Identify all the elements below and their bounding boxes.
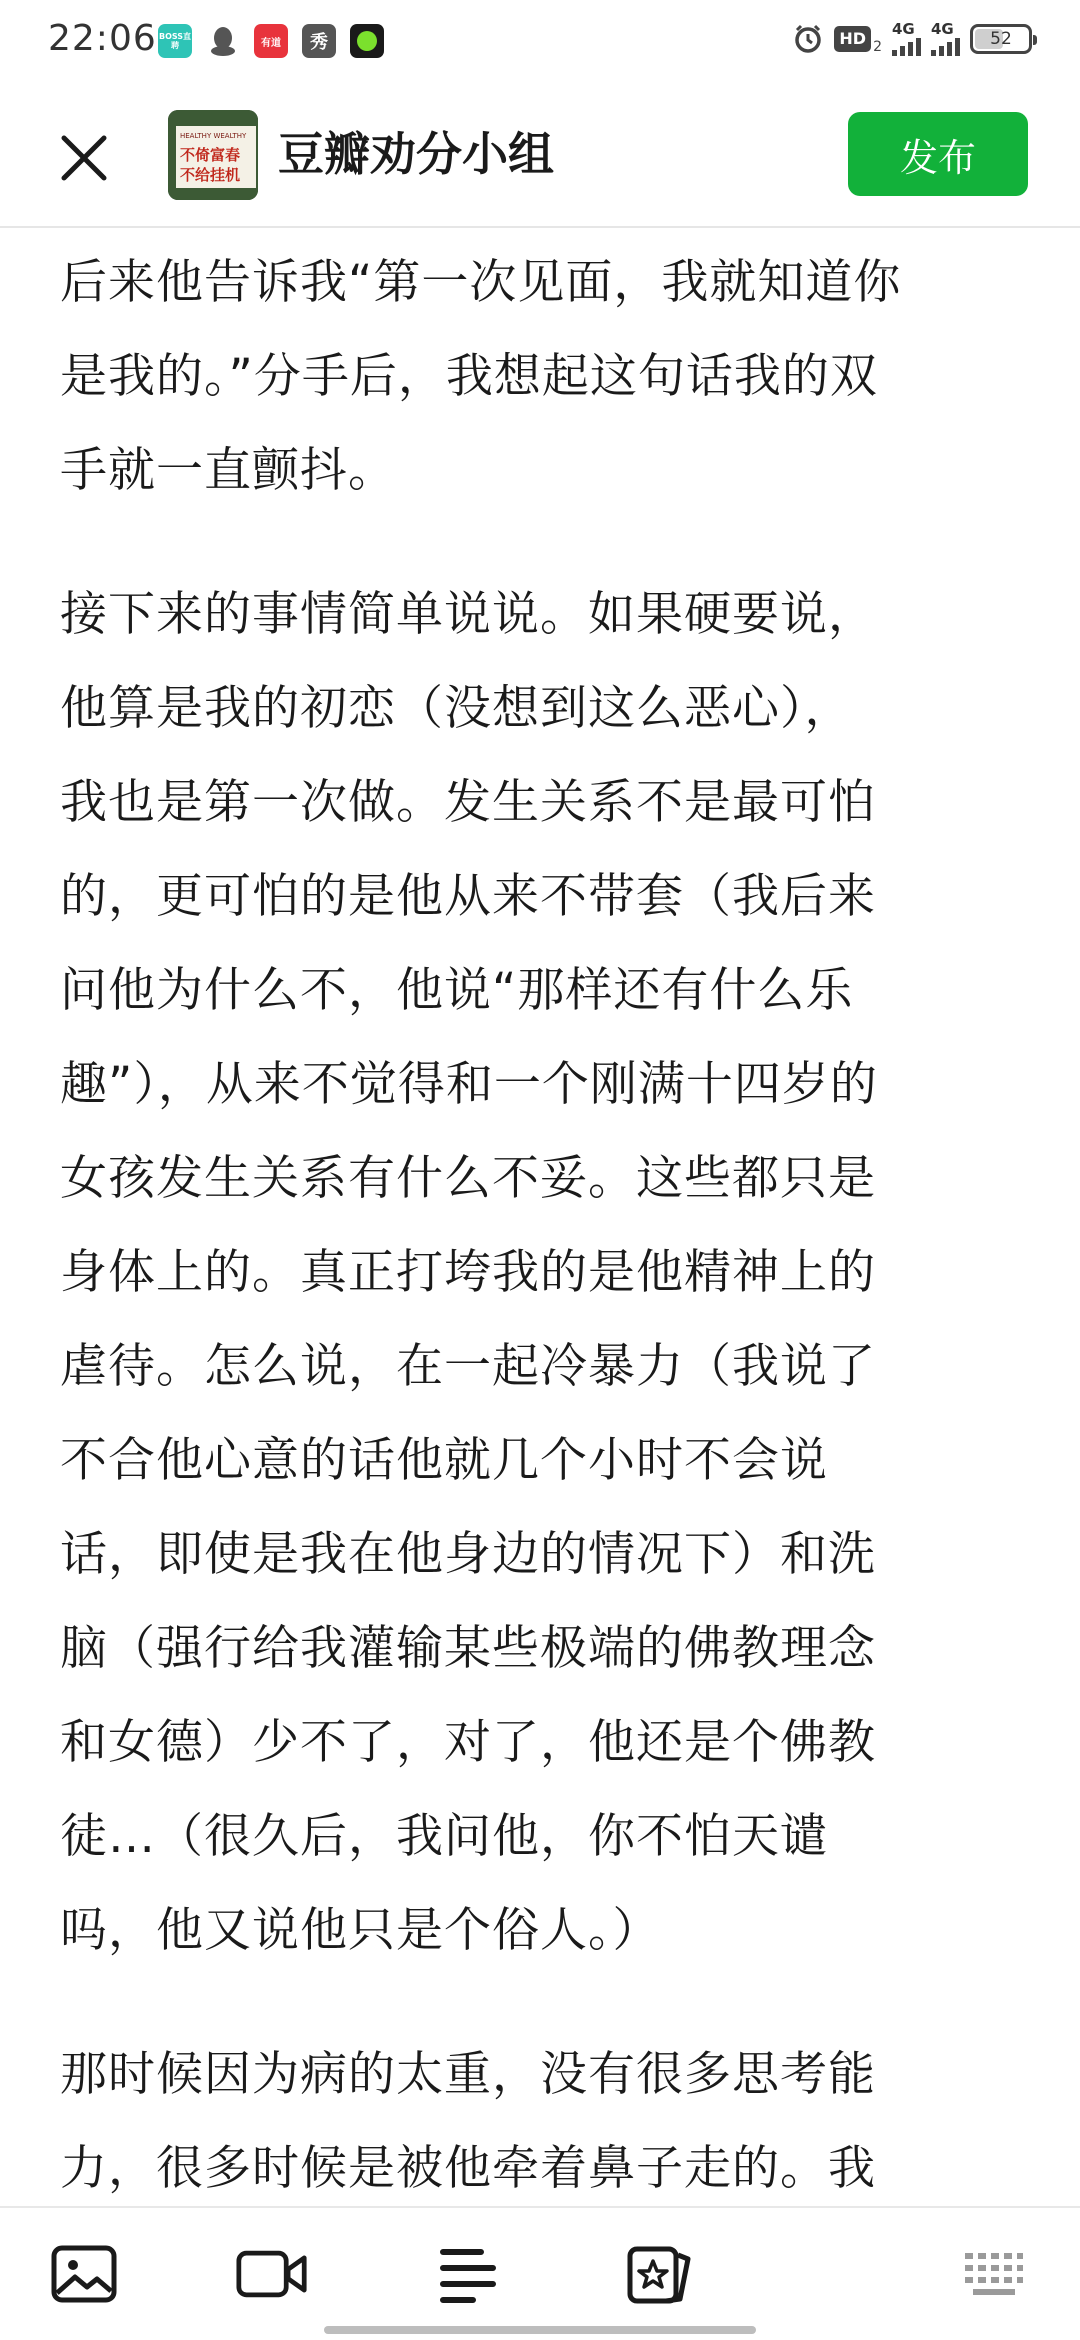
editor-toolbar bbox=[0, 2206, 1080, 2340]
paragraph[interactable]: 那时候因为病的太重，没有很多思考能 力，很多时候是被他牵着鼻子走的。我 bbox=[60, 2047, 876, 2196]
header-divider bbox=[0, 226, 1080, 228]
insert-video-button[interactable] bbox=[236, 2242, 308, 2306]
hd-sub: 2 bbox=[873, 39, 882, 55]
signal-2 bbox=[931, 22, 960, 56]
signal-1 bbox=[892, 22, 921, 56]
hd-badge: HD bbox=[834, 26, 871, 52]
group-title[interactable]: 豆瓣劝分小组 bbox=[278, 127, 554, 181]
alarm-icon bbox=[792, 23, 824, 55]
home-indicator[interactable] bbox=[324, 2326, 756, 2334]
green-dot-app-icon bbox=[350, 24, 384, 58]
avatar-text-bot: 不给挂机 bbox=[180, 166, 241, 184]
red-app-icon bbox=[254, 24, 288, 58]
xiu-app-label: 秀 bbox=[310, 32, 328, 53]
insert-rating-button[interactable] bbox=[624, 2242, 696, 2306]
notification-icons bbox=[158, 24, 384, 58]
keyboard-button[interactable] bbox=[958, 2242, 1030, 2306]
text-format-icon bbox=[437, 2244, 499, 2304]
image-icon bbox=[51, 2245, 117, 2303]
qq-icon bbox=[206, 24, 240, 58]
battery-level: 52 bbox=[990, 29, 1012, 49]
network-label-1: 4G bbox=[892, 20, 915, 38]
video-icon bbox=[236, 2247, 308, 2301]
boss-zhipin-label: BOSS直聘 bbox=[158, 32, 192, 50]
red-app-label: 有道 bbox=[261, 37, 281, 49]
close-icon bbox=[58, 132, 110, 184]
publish-button[interactable]: 发布 bbox=[848, 112, 1028, 196]
star-card-icon bbox=[626, 2243, 694, 2305]
paragraph[interactable]: 后来他告诉我“第一次见面，我就知道你 是我的。”分手后，我想起这句话我的双 手就一直颤抖。 bbox=[60, 255, 902, 498]
system-indicators bbox=[792, 22, 1032, 56]
avatar-text-mid: 不倚富春 bbox=[180, 146, 241, 164]
keyboard-icon bbox=[963, 2251, 1025, 2297]
status-bar bbox=[0, 0, 1080, 84]
paragraph[interactable]: 接下来的事情简单说说。如果硬要说， 他算是我的初恋（没想到这么恶心）， 我也是第一次做。发生关系不是最可怕 的，更可怕的是他从来不带套（我后来 问他为什么不，他说“那样还有什么乐 趣”），从来不觉得和一个刚满十四岁的 女孩发生关系有什么不妥。这些都只是 身体上的。真正打垮我的是他精神上的 虐待。怎么说，在一起冷暴力（我说了 不合他心意的话他就几个小时不会说 话，即使是我在他身边的情况下）和洗 脑（强行给我灌输某些极端的佛教理念 和女德）少不了，对了，他还是个佛教 徒…（很久后，我问他，你不怕天谴 吗，他又说他只是个俗人。） bbox=[60, 587, 878, 1958]
signal-bars-icon bbox=[892, 36, 921, 56]
signal-bars-icon bbox=[931, 36, 960, 56]
battery-icon bbox=[970, 24, 1032, 54]
network-label-2: 4G bbox=[931, 20, 954, 38]
text-format-button[interactable] bbox=[432, 2242, 504, 2306]
boss-zhipin-icon bbox=[158, 24, 192, 58]
insert-image-button[interactable] bbox=[48, 2242, 120, 2306]
close-button[interactable] bbox=[52, 126, 116, 190]
xiu-app-icon bbox=[302, 24, 336, 58]
post-body-editor[interactable] bbox=[60, 236, 1020, 2206]
group-avatar[interactable] bbox=[168, 110, 258, 200]
avatar-text-top: HEALTHY WEALTHY bbox=[180, 132, 247, 140]
compose-header bbox=[0, 100, 1080, 228]
status-time: 22:06 bbox=[48, 18, 157, 59]
